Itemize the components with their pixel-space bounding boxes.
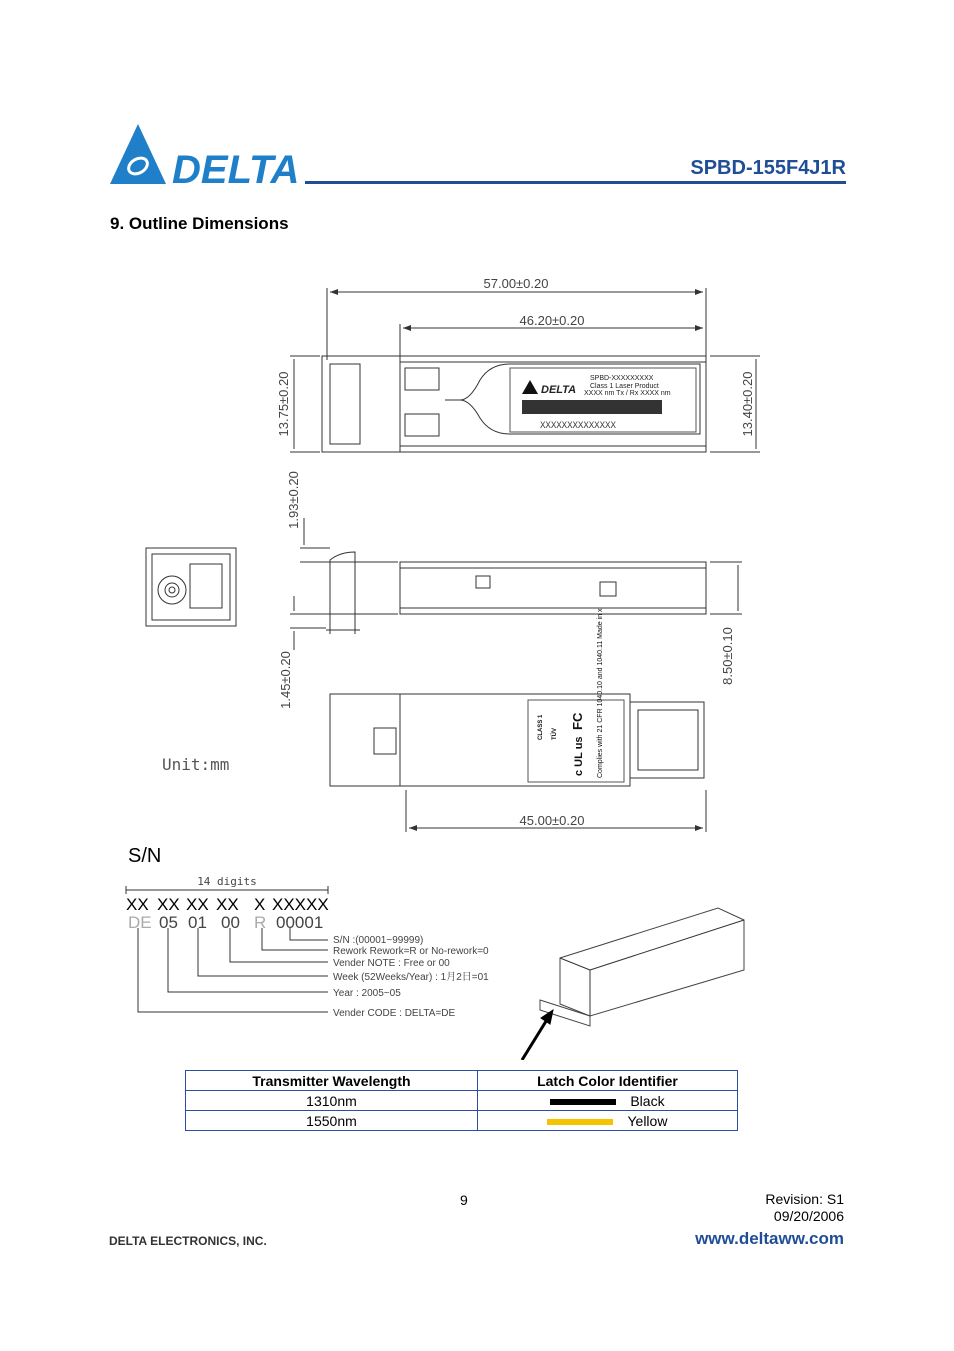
dim-length-bottom: 45.00±0.20 — [519, 813, 585, 828]
row-latch-color — [477, 1091, 737, 1111]
header-latch-color: Latch Color Identifier — [477, 1071, 737, 1091]
row-latch-color — [477, 1111, 737, 1131]
unit-label: Unit:mm — [162, 755, 230, 774]
row-wavelength: 1550nm — [186, 1111, 478, 1131]
revision: Revision: S1 — [765, 1191, 844, 1207]
dim-latch: 1.93±0.20 — [286, 471, 301, 529]
label-class: Class 1 Laser Product — [590, 383, 659, 390]
sn-legend-3: Vender NOTE : Free or 00 — [333, 958, 450, 969]
revision-date: 09/20/2006 — [773, 1208, 844, 1224]
header-wavelength: Transmitter Wavelength — [186, 1071, 478, 1091]
sn-pattern-3: XX — [186, 895, 209, 914]
label-wavelength: XXXX nm Tx / Rx XXXX nm — [584, 390, 671, 397]
table-row — [186, 1091, 738, 1111]
dim-bottom: 1.45±0.20 — [278, 651, 293, 709]
sn-pattern-2: XX — [157, 895, 180, 914]
document-title: SPBD-155F4J1R — [690, 157, 846, 179]
cert-text: Complies with 21 CFR 1040.10 and 1040.11 Made in x — [597, 608, 604, 778]
dim-height-right: 13.40±0.20 — [740, 371, 755, 437]
svg-text:DELTA: DELTA — [172, 148, 300, 186]
dim-length-total: 57.00±0.20 — [483, 276, 549, 291]
label-serial: XXXXXXXXXXXXXX — [540, 421, 616, 431]
outline-drawing — [0, 260, 954, 1060]
revision-block — [700, 1191, 844, 1225]
color-name: Black — [630, 1092, 665, 1109]
sn-example-1: DE — [128, 913, 152, 932]
label-part: SPBD-XXXXXXXXX — [590, 375, 654, 382]
sn-legend-1: S/N :(00001~99999) — [333, 935, 424, 946]
section-title: 9. Outline Dimensions — [110, 214, 289, 233]
company-name: DELTA ELECTRONICS, INC. — [109, 1234, 267, 1248]
sn-example-2: 05 — [159, 913, 178, 932]
sn-pattern-5: X — [254, 895, 266, 914]
row-wavelength: 1310nm — [186, 1091, 478, 1111]
sn-heading: S/N — [128, 845, 162, 867]
table-row — [186, 1111, 738, 1131]
page-number: 9 — [460, 1192, 468, 1208]
sn-pattern-1: XX — [126, 895, 149, 914]
cert-mark-tuv: TÜV — [552, 728, 558, 740]
sn-pattern-4: XX — [216, 895, 239, 914]
sn-example-6: 00001 — [276, 913, 324, 932]
latch-color-table — [185, 1070, 738, 1131]
sn-example-4: 00 — [221, 913, 240, 932]
website-link[interactable]: www.deltaww.com — [695, 1229, 844, 1248]
color-name: Yellow — [627, 1112, 668, 1129]
color-swatch-yellow — [547, 1119, 613, 1125]
sn-digits: 14 digits — [197, 875, 257, 888]
sn-pattern-6: XXXXX — [272, 895, 329, 914]
cert-mark-ul: c UL us — [573, 736, 585, 776]
table-header-row — [186, 1071, 738, 1091]
dim-length-body: 46.20±0.20 — [519, 313, 585, 328]
delta-logo — [108, 122, 304, 186]
sn-example-5: R — [254, 913, 267, 932]
dim-thickness: 8.50±0.10 — [720, 627, 735, 685]
cert-mark-class: CLASS 1 — [538, 714, 544, 740]
dim-height-left: 13.75±0.20 — [276, 371, 291, 437]
sn-legend-2: Rework Rework=R or No-rework=0 — [333, 946, 489, 957]
sn-legend-5: Year : 2005~05 — [333, 988, 401, 999]
color-swatch-black — [550, 1099, 616, 1105]
cert-mark-fc: FC — [570, 712, 585, 730]
sn-legend-4: Week (52Weeks/Year) : 1月2日=01 — [333, 972, 489, 983]
sn-legend-6: Vender CODE : DELTA=DE — [333, 1008, 456, 1019]
sn-example-3: 01 — [188, 913, 207, 932]
header-rule — [305, 181, 846, 184]
label-brand: DELTA — [541, 384, 577, 396]
